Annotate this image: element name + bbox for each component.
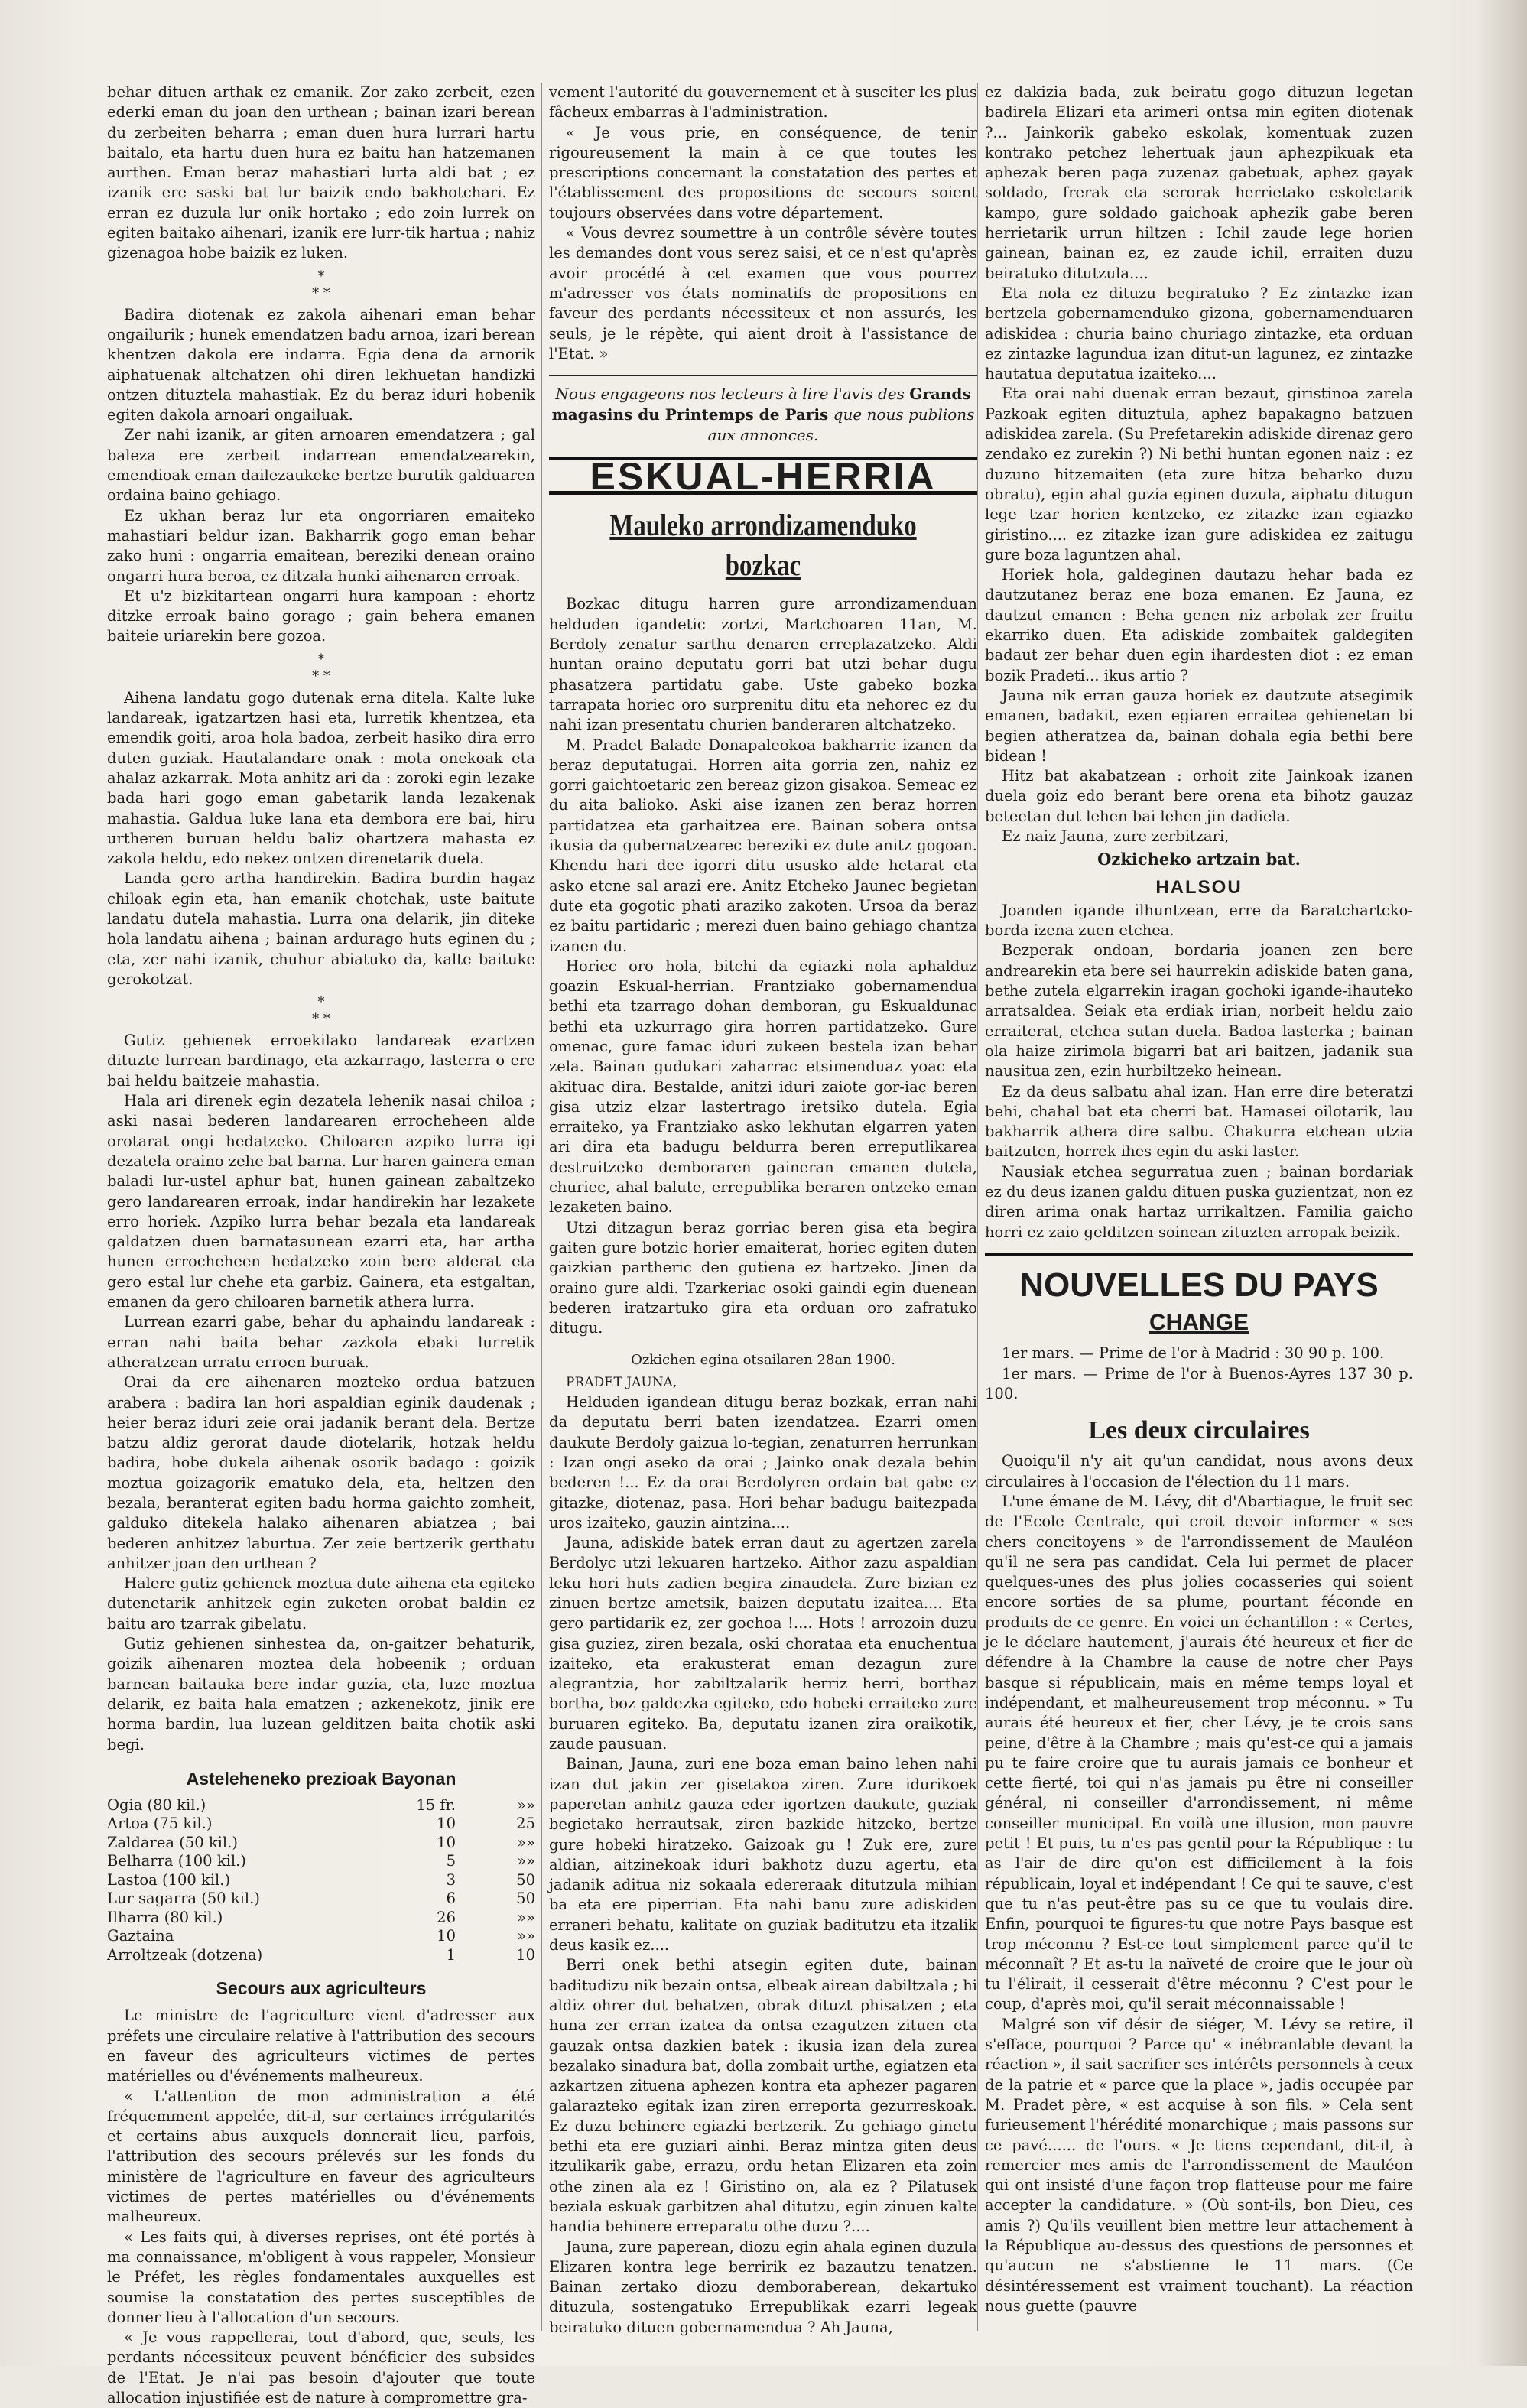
paragraph: « Je vous prie, en conséquence, de tenir rigoureusement la main à ce que toutes les prescriptions concernant la constatation des pertes et l'établissement des propositions de secours soient toujours observées dans votre département. [549,123,977,222]
price-cents: 50 [516,1890,535,1908]
paragraph: « Je vous rappellerai, tout d'abord, que, seuls, les perdants nécessiteux peuvent bénéficier des subsides de l'Etat. Je n'ai pas besoin d'ajouter que toute allocation injustifiée est de nature à compromettre gra- [107,2328,535,2406]
price-value: 10 [437,1815,456,1833]
paragraph: Berri onek bethi atsegin egiten dute, bainan baditudizu nik bezain ontsa, elbeak airean dabiltzala ; hi aldiz ohrer dut behatzen, obrak dituzt phisatzen ; eta huna zer erran izatea da ontsa ezagutzen zituen eta gauzak ontsa dazkien batek : ikusia izan dela zurea bezalako sinadura bat, dolla zombait urthe, egiatzen eta azkartzen zituena aphezen kontra eta aphezer pagaren galarazteko egitak izan ziren erreporta gezurreskoak. Ez duzu behinere egiazki bertzerik. Zu gehiago ginetu bethi eta ere guziari ainhi. Beraz mintza giten deus itzulikarik gabe, errazu, ordu hetan Elizaren eta zoin othe zinen ala ez ! Giristino on, ala ez ? Pilatusek beziala eskuak garbitzen ahal ditutzu, egin zinuen kalte handia behinere erreparatu othe duzu ?.... [549,1956,977,2236]
prices-table [107,1796,535,1965]
paragraph: Badira diotenak ez zakola aihenari eman behar ongailurik ; hunek emendatzen badu arnoa, izari berean khentzen dakola ere indarra. Egia dena da arnorik aiphatuenak altchatzen ohi diren lekhuetan handizki ontzen dituztela mahastiak. Ez du beraz iduri hobenik egiten dakola arnoari ongailuak. [107,305,535,424]
price-value: 15 fr. [416,1795,456,1814]
price-row [107,1796,535,1815]
paragraph: Le ministre de l'agriculture vient d'adresser aux préfets une circulaire relative à l'attribution des secours en faveur des agriculteurs victimes de pertes matérielles ou d'événements malheureux. [107,2007,535,2085]
section-stars: * * * [312,651,330,684]
article-title: Mauleko arrondizamenduko bozkac [609,508,917,583]
change-heading: CHANGE [1148,1309,1249,1335]
price-value: 26 [437,1908,456,1926]
paragraph: Et u'z bizkitartean ongarri hura kampoan : ehortz ditzke erroak baino gorago ; gain behera emanen baiteie uriarekin bere gozoa. [107,587,535,645]
signature: Ozkicheko artzain bat. [1097,850,1301,869]
printemps-notice [549,375,977,446]
paragraph: Bezperak ondoan, bordaria joanen zen bere andrearekin eta bere sei haurrekin adiskide baten gana, bethe zutela elgarrekin iragan gochoki igande-ihauteko arratsaldea. Seiak eta erdiak irian, norbeit heldu zaio erraiterat, etchea sutan duela. Badoa lasterka ; bainan ola haize zirimola bigarri bat ari baitzen, jadanik sua nausitua zen, ezin hurbiltzeko heinean. [985,941,1413,1081]
price-cents: »» [517,1795,535,1814]
paragraph: Gutiz gehienek erroekilako landareak ezartzen dituzte lurrean bardinago, eta azkarrago, lasterra o ere bai heldu baitzeie mahastia. [107,1032,535,1090]
price-item: Artoa (75 kil.) [107,1815,213,1833]
paragraph: Eta nola ez dituzu begiratuko ? Ez zintazke izan bertzela gobernamenduko gizona, gobernamenduaren adiskidea : churia baino churiago zintazke, eta orduan ez zintazke lagundua izan ditut-un lagunez, ez zintazke hautatua deputatua izaiteko.... [985,284,1413,383]
section-heading-halsou: HALSOU [1155,876,1243,898]
notice-store-name: Grands magasins du Printemps de Paris [551,385,971,424]
paragraph: Halere gutiz gehienek moztua dute aihena eta egiteko dutenetarik anhitzek egin zuketen orobat baldin ez baitu aro tzarrak gibelatu. [107,1574,535,1633]
paragraph: Landa gero artha handirekin. Badira burdin hagaz chiloak egin eta, han emanik chotchak, uste baitute landatu dutela mahastia. Lurra ona delarik, jin diteke hola landatu aihena ; bainan ardurago huts eginen du ; eta, zer nahi izanik, chuhur abiatuko da, kalte baituke gerokotzat. [107,869,535,988]
exchange-line: 1er mars. — Prime de l'or à Madrid : 30 90 p. 100. [1002,1344,1385,1363]
paragraph: Utzi ditzagun beraz gorriac beren gisa eta begira gaiten gure botzic horier emaiterat, horiec egiten duten gaizkian partheric den gutiena ez hartzeko. Jinen da oraino gure aldi. Tzarkeriac osoki gaindi egin duenean bederen iratzartuko gira eta orduan oro zafratuko ditugu. [549,1218,977,1337]
price-item: Lur sagarra (50 kil.) [107,1890,260,1908]
salutation: PRADET JAUNA, [566,1374,677,1390]
paragraph: Aihena landatu gogo dutenak erna ditela. Kalte luke landareak, igatzartzen hasi eta, lurretik khentzea, eta emendik goiti, aroa hola badoa, zerbeit hasiko dira erro duten guziak. Hautalandare onak : mota onekoak eta ahalaz azkarrak. Mota anhitz ari da : zoroki egin lezake bada hari gogo eman gabetarik landa lezakenak mahastia. Galdua luke lana eta dembora ere bai, hiru urtheren buruan heldu baliz ohartzera mahasta ez zakola heldu, edo nekez ontzen direnetarik duela. [107,688,535,868]
paragraph: Ez naiz Jauna, zure zerbitzari, [1002,827,1230,845]
paragraph: Zer nahi izanik, ar giten arnoaren emendatzera ; gal baleza ere zerbeit indarrean emendatzearekin, emendioak eman dailezaukeke bertze burutik galduaren ordaina baino gehiago. [107,426,535,505]
price-cents: »» [517,1852,535,1870]
price-value: 6 [446,1890,456,1908]
paragraph: Horiec oro hola, bitchi da egiazki nola aphalduz goazin Eskual-herrian. Frantziako gobernamendua bethi eta tzarrago dohan demboran, gu Eskualdunac bethi eta uzkurrago gira horren partidatzeko. Gure omenac, gure famac iduri zukeen bestela izan behar zela. Bainan gudukari zaharrac etsimenduaz yoac eta akituac dira. Bestalde, anitzi iduri zaiote gor-iac beren gisa utziz elzar lastertrago iretsiko dutela. Egia erraiteko, ya Frantziako asko lekhutan elgarren yaten ari dira eta badugu beldurra beren erreputlikarea destruitzeko demboraren gaineran emanen dutela, churiec, ahal balute, errepublika beraren ontzeko eman lezaketen baino. [549,957,977,1217]
price-row [107,1871,535,1890]
notice-text: que nous publions aux annonces. [707,405,975,445]
paragraph: Hitz bat akabatzean : orhoit zite Jainkoak izanen duela goiz edo berant bere orena eta bihotz gauzaz beteetan dut lehen bai lehen jin dadiela. [985,767,1413,825]
circulaires-heading: Les deux circulaires [1088,1416,1310,1445]
price-row [107,1852,535,1871]
paragraph: « Les faits qui, à diverses reprises, ont été portés à ma connaissance, m'obligent à vous rappeler, Monsieur le Préfet, les règles fondamentales auxquelles est soumise la constatation des pertes susceptibles de donner lieu à l'allocation d'un secours. [107,2228,535,2326]
section-divider [985,1253,1413,1256]
price-value: 3 [446,1870,456,1889]
prices-title: Asteleheneko prezioak Bayonan [186,1768,456,1789]
price-row [107,1815,535,1834]
paragraph: M. Pradet Balade Donapaleokoa bakharric izanen da beraz deputatugai. Horren aita gorria zen, nahiz ez gorri gaichtoetaric zen bereaz gizon gisakoa. Semeac ez du aita balioko. Aski aise izanen zen beraz horren partidatzea eta garhaitzea ere. Bainan sobera ontsa ikusia da gubernatzearec bereziki ez dute anitz gogoan. Khendu hari dee igorri ditu ususko alde hetarat eta asko etcne sal arazi ere. Anitz Etcheko Jaunec begietan dute eta gogotic phati araziko zakoten. Ursoa da beraz ez baitu partidaric ; merezi duen baino gehiago chantza izanen du. [549,736,977,955]
price-item: Ilharra (80 kil.) [107,1908,223,1926]
price-item: Gaztaina [107,1927,174,1945]
paragraph: Quoiqu'il n'y ait qu'un candidat, nous avons deux circulaires à l'occasion de l'élection du 11 mars. [985,1452,1413,1490]
exchange-line: 1er mars. — Prime de l'or à Buenos-Ayres 137 30 p. 100. [985,1364,1413,1402]
price-value: 1 [446,1945,456,1964]
price-item: Lastoa (100 kil.) [107,1870,231,1889]
price-row [107,1946,535,1965]
paragraph: Gutiz gehienen sinhestea da, on-gaitzer behaturik, goizik aihenaren moztea dela hobeenik ; orduan barnean baitauka bere indar guzia, eta, luze moztua delarik, ez baita hala ematzen ; azkenekotz, jinik ere horma bardin, lua luzean gelditzen baita chotik aski begi. [107,1635,535,1753]
price-cents: 25 [516,1815,535,1833]
price-item: Belharra (100 kil.) [107,1852,246,1870]
paragraph: ez dakizia bada, zuk beiratu gogo dituzun legetan badirela Elizari eta arimeri ontsa min egiten diotenak ?... Jainkorik gabeko eskolak, komentuak zuzen kontrako petchez lehertuak jaun aphezpikuak eta aphezak beren paga zuzenaz gabetuak, aphez gayak soldado, frerak eta serorak herrietako eskoletarik kampo, gure soldado gaichoak aphezik gabe beren herrietarik urrun hiltzen : Ichil zaude lege horien gainean, bainan ez, ez zaude ichil, erraiten duzu beiratuko ditutzula.... [985,83,1413,282]
dateline: Ozkichen egina otsailaren 28an 1900. [631,1352,895,1369]
column-1 [107,83,535,2408]
price-row [107,1927,535,1946]
paragraph: Jauna nik erran gauza horiek ez dautzute atsegimik emanen, badakit, ezen egiaren erraitea gehienetan bi begien atheratzea da, bainan dohala egia bethi bere bidean ! [985,686,1413,765]
price-row [107,1890,535,1909]
paragraph: Malgré son vif désir de siéger, M. Lévy se retire, il s'efface, pourquoi ? Parce qu' « inébranlable devant la réaction », il sait sacrifier ses intérêts personnels à ceux de la patrie et « parce que la place », jadis occupée par M. Pradet père, « est acquise à son fils. » Cela sent furieusement l'hérédité monarchique ; mais passons sur ce pavé...... de l'ours. « Je tiens cependant, dit-il, à remercier mes amis de l'arrondissement de Mauléon qui ont insisté d'une façon trop flatteuse pour me faire accepter la candidature. » (Où sont-ils, bon Dieu, ces amis ?) Qu'ils veuillent bien mettre leur attachement à la République au-dessus des questions de personnes et qu'aucun ne s'abstienne le 11 mars. (Ce désintéressement est vraiment touchant). La réaction nous guette (pauvre [985,2015,1413,2315]
price-item: Ogia (80 kil.) [107,1795,206,1814]
paragraph: L'une émane de M. Lévy, dit d'Abartiague, le fruit sec de l'Ecole Centrale, qui croit devoir informer « ses chers concitoyens » de l'arrondissement de Mauléon qu'il ne sera pas candidat. Cela lui permet de placer quelques-unes des plus jolies cocasseries qui soient encore sorties de sa plume, pourtant féconde en produits de ce genre. En voici un échantillon : « Certes, je le déclare hautement, j'aurais été heureux et fier de défendre à la Chambre la cause de notre cher Pays basque si républicain, mais en même temps loyal et indépendant, et malheureusement trop méconnu. » Tu aurais été heureux et fier, cher Lévy, je te crois sans peine, d'être à la Chambre ; mais qu'est-ce qui a jamais pu te faire croire que tu aurais jamais ce bonheur et cette fierté, toi qui n'as jamais pu être ni conseiller général, ni conseiller d'arrondissement, ni même conseiller municipal. En voilà une illusion, mon pauvre petit ! Et puis, tu n'es pas gentil pour la République : tu as l'air de dire qu'on est difficilement à la fois républicain, loyal et indépendant ! Ce qui te sauve, c'est que tu n'as peut-être pas su ce que tu voulais dire. Enfin, pourquoi te figures-tu que notre Pays basque est trop méconnu ? Est-ce tout simplement parce qu'il te méconnaît ? Et as-tu la naïveté de croire que le jour où tu l'élirait, il cesserait d'être méconnu ? C'est pour le coup, d'après moi, qu'il serait méconnaissable ! [985,1493,1413,2013]
price-row [107,1909,535,1928]
price-row [107,1834,535,1853]
column-rule [977,83,978,2331]
nouvelles-heading: NOUVELLES DU PAYS [1019,1266,1379,1304]
price-cents: 50 [516,1870,535,1889]
paragraph: Bainan, Jauna, zuri ene boza eman baino lehen nahi izan dut jakin zer gisetakoa ziren. Zure idurikoek paperetan anhitz gauza eder igortzen daukute, guziak begietako herrautsak, ziren bazkide hitzeko, bertze gure hobeki hiratzeko. Gaizoak gu ! Zuk ere, zure aldian, aitzinekoak iduri bakhotz duzu agertu, eta jadanik aditua niz sokaala edereraak ditutzula mihian ba eta ere piperrian. Eta nahi banu zure adiskiden erraneri behatu, kalitate on guziak baditutzu eta itzalik deus kasik ez.... [549,1755,977,1955]
paragraph: Jauna, zure paperean, diozu egin ahala eginen duzula Elizaren kontra lege berririk ez bazautzu tenatzen. Bainan zertako diozu demboraberean, dekartuko dituzula, sostengatuko Errepublikak ezarri legeak beiratuko dituen gobernamendua ? Ah Jauna, [549,2237,977,2336]
paragraph: Bozkac ditugu harren gure arrondizamenduan helduden igandetic zortzi, Martchoaren 11an, M. Berdoly zenatur sarthu denaren erreplazatzeko. Aldi huntan oraino deputatu gorri bat utzi behar dugu phasatzera partidatu gabe. Uste gabeko bozka tarrapata horiec oro surprenitu ditu eta nehorec ez du nahi izan presentatu churien banderaren altchatzeko. [549,595,977,734]
section-stars: * * * [312,268,330,301]
column-3 [985,83,1413,2316]
price-cents: »» [517,1927,535,1945]
section-stars: * * * [312,994,330,1028]
paragraph: « L'attention de mon administration a été fréquemment appelée, dit-il, sur certaines irrégularités et certains abus auxquels donnerait lieu, parfois, l'attribution des secours prélevés sur les fonds du ministère de l'agriculture en faveur des agriculteurs victimes de pertes matérielles ou d'événements malheureux. [107,2087,535,2226]
paragraph: Orai da ere aihenaren mozteko ordua batzuen arabera : badira lan hori aspaldian eginik daudenak ; heier beraz iduri zeie orai jadanik berant dela. Bertze batzu aldiz gerorat daude diotelarik, hotzak heldu badira, hobe dukela aihenak osorik badago : goizik moztua goizagorik ematuko dela, eta, heltzen den bezala, beranterat egiten badu horma gaichto zomheit, galduko ditekela halako aihenaren abiatzea ; bai bederen anhitzez laburtua. Zer zeie bertzerik gerthatu anhitzer joan den urthean ? [107,1373,535,1572]
price-cents: »» [517,1833,535,1851]
secours-title: Secours aux agriculteurs [216,1978,427,1999]
price-value: 10 [437,1833,456,1851]
price-cents: 10 [516,1945,535,1964]
paragraph: Nausiak etchea segurratua zuen ; bainan bordariak ez du deus izanen galdu dituen puska guzientzat, non ez diren arima onak hartaz urrikaltzen. Familia gaicho horri ez zaio gelditzen soinean zituzten arropak beizik. [985,1162,1413,1241]
column-2 [549,83,977,2338]
paragraph: Horiek hola, galdeginen dautazu hehar bada ez dautzutanez beraz ene boza emanen. Ez Jauna, ez dautzut emanen : Beha genen niz arbolak zer fruitu ekarriko duen. Eta adiskide zombaitek galdegiten badaut zer behar duen egin ihardesten diot : ez eman bozik Pradeti... ikus artio ? [985,566,1413,684]
paragraph: Ez da deus salbatu ahal izan. Han erre dire beteratzi behi, chahal bat eta cherri bat. Hamasei oilotarik, lau bakharrik athera dire salbu. Chakurra etchean utzia baitzuten, horrek ihes egin du aski laster. [985,1082,1413,1161]
paragraph: Jauna, adiskide batek erran daut zu agertzen zarela Berdolyc utzi lekuaren hartzeko. Aithor zazu aspaldian leku hori huts zadien begira zinaudela. Zure bizian ez zinuen bertze ametsik, baizen deputatu izaitea.... Eta gero partidarik ez, zer gochoa !.... Hots ! arrozoin duzu gisa guziez, ziren bezala, oski chorataa eta enuchentua izaiteko, eta erakusterat eman dezagun zure alegrantzia, hor zabiltzalarik herriz herri, borthaz bortha, boz galdezka egiteko, edo hobeki erraiteko zure buruaren egiteko. Ba, deputatu izanen zira oraikotik, zaude pausuan. [549,1534,977,1753]
price-value: 5 [446,1852,456,1870]
notice-text: Nous engageons nos lecteurs à lire l'avis des [555,385,905,404]
page-edge [1473,0,1527,2366]
paragraph: Hala ari direnek egin dezatela lehenik nasai chiloa ; aski nasai bederen landarearen errocheheen alde orotarat ongi hedatzeko. Chiloaren azpiko lurra igi dezatela oraino zehe bat barna. Lur haren gainera eman baladi lur-ustel aphur bat, hunen gainean zabaltzeko gero landarearen erroak, indar handirekin har lezakete erro horiek. Azpiko lurra behar bezala eta landareak galdatzen duen barnatasunean ezarri eta, har artha hunen errocheheen hedatzeko zoin bere alderat eta gero estal lur chehe eta garbiz. Gainera, eta estgaltan, emanen da gero chiloaren barnetik athera lurra. [107,1092,535,1311]
paragraph: Lurrean ezarri gabe, behar du aphaindu landareak : erran nahi baita behar zazkola ebaki lurretik atheratzean urratu erroen buruak. [107,1313,535,1371]
price-item: Arroltzeak (dotzena) [107,1945,263,1964]
price-item: Zaldarea (50 kil.) [107,1833,238,1851]
paragraph: « Vous devrez soumettre à un contrôle sévère toutes les demandes dont vous serez saisi, et ce n'est qu'après avoir procédé à cet examen que vous pourrez m'adresser vos états nominatifs de propositions en faveur des perdants nécessiteux et non assurés, les seuls, je le répète, qui aient droit à l'assistance de l'Etat. » [549,224,977,362]
masthead: ESKUAL-HERRIA [549,457,977,495]
paragraph: Eta orai nahi duenak erran bezaut, giristinoa zarela Pazkoak egiten dituztula, aphez bapakagno batzuen adiskidea zarela. (Su Prefetarekin adiskide direnaz gero zendako ez zurekin ?) Ni bethi huntan egonen naiz : ez duzuno hitzemaiten (eta zure hitza beharko duzu obratu), egin ahal guzia eginen duzula, aiphatu ditugun lege tzar horien kentzeko, ez zitazke izan egiazko giristino.... ez zitazke izan gure adiskidea ez zaitugu gure boza laguntzen ahal. [985,385,1413,564]
paragraph: Helduden igandean ditugu beraz bozkak, erran nahi da deputatu berri baten izendatzea. Ezarri omen daukute Berdoly gaizua lo-tegian, zenaturren herrunkan : Izan ongi aseko da orai ; Jainko onak dezala behin bederen !... Ez da orai Berdolyren ordain bat gabe ez gitazke, diotenaz, pasa. Hori behar badugu baitezpada uros izaiteko, gauzin aintzina.... [549,1393,977,1532]
price-value: 10 [437,1927,456,1945]
paragraph: Ez ukhan beraz lur eta ongorriaren emaiteko mahastiari beldur izan. Bakharrik gogo eman behar zako huni : ongarria emaitean, bereziki denean oraino ongarri hura beroa, ez ditzala hunki aihenaren erroak. [107,506,535,585]
price-cents: »» [517,1908,535,1926]
paragraph: vement l'autorité du gouvernement et à susciter les plus fâcheux embarras à l'administration. [549,83,977,122]
column-rule [541,83,542,2331]
paragraph: behar dituen arthak ez emanik. Zor zako zerbeit, ezen ederki eman du joan den urthean ; bainan izari berean du zerbeiten beharra ; eman duen hura lurrari hartu baitalo, eta hartu duen hura ez baitu han hatzemanen aurthen. Eman beraz mahastiari lurta aldi bat ; ez izanik ere saski bat lur baizik endo bakhotchari. Ez erran ez duzula lur onik hortako ; edo zoin lurrek on egiten baitako aihenari, izanik ere lurr-tik hartua ; nahiz gizenagoa hobe baizik ez luken. [107,83,535,262]
paragraph: Joanden igande ilhuntzean, erre da Baratchartcko-borda izena zuen etchea. [985,901,1413,940]
